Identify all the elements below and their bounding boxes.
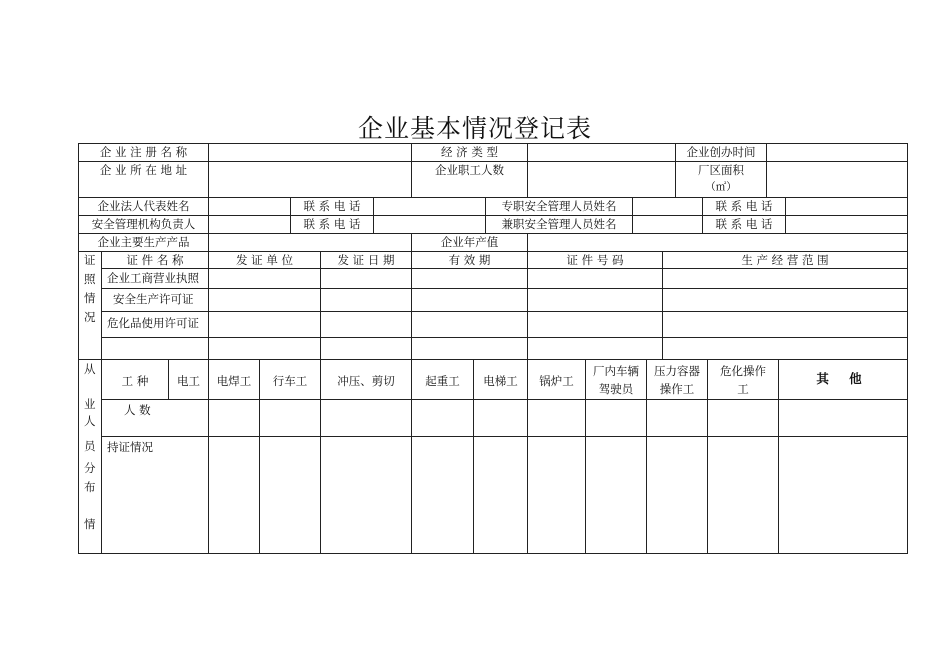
side-char: 情 <box>84 517 96 531</box>
col-divider <box>320 251 321 360</box>
col-header-issue-date: 发 证 日 期 <box>337 253 395 267</box>
col-divider <box>208 197 209 234</box>
col-divider <box>101 359 102 554</box>
side-char: 从 <box>84 362 96 376</box>
row-divider <box>78 251 908 252</box>
side-char: 布 <box>84 480 96 494</box>
side-char: 证 <box>84 253 96 267</box>
col-divider <box>527 251 528 360</box>
col-header-boiler-worker: 锅炉工 <box>539 374 574 388</box>
col-divider <box>527 143 528 198</box>
col-divider <box>101 251 102 360</box>
label-registered-name: 企 业 注 册 名 称 <box>99 145 188 159</box>
label-parttime-safety-officer: 兼职安全管理人员姓名 <box>501 217 617 231</box>
col-header-vehicle-driver-l1: 厂内车辆 <box>593 364 639 378</box>
label-phone: 联 系 电 话 <box>303 199 361 213</box>
side-char: 分 <box>84 461 96 475</box>
label-phone: 联 系 电 话 <box>303 217 361 231</box>
col-header-pressure-vessel-l2: 操作工 <box>659 382 695 396</box>
col-header-job-type: 工 种 <box>121 374 149 388</box>
col-divider <box>778 359 779 554</box>
col-header-issuer: 发 证 单 位 <box>236 253 293 267</box>
label-safety-dept-head: 安全管理机构负责人 <box>91 217 196 231</box>
col-header-cert-name: 证 件 名 称 <box>126 253 184 267</box>
side-char: 情 <box>84 291 96 305</box>
row-divider <box>101 288 908 289</box>
col-header-electrician: 电工 <box>177 374 200 388</box>
col-divider <box>766 143 767 198</box>
row-divider <box>101 268 908 269</box>
side-char: 业 <box>84 397 96 411</box>
label-fulltime-safety-officer: 专职安全管理人员姓名 <box>501 199 617 213</box>
col-divider <box>411 251 412 360</box>
row-divider <box>78 215 908 216</box>
col-header-elevator-worker: 电梯工 <box>483 374 518 388</box>
table-border-right <box>907 143 908 554</box>
col-header-hazchem-op-l1: 危化操作 <box>720 364 766 378</box>
col-header-validity: 有 效 期 <box>448 253 491 267</box>
cert-row-business-license: 企业工商营业执照 <box>107 271 199 285</box>
col-divider <box>527 233 528 252</box>
col-divider <box>320 359 321 554</box>
label-staff-count: 企业职工人数 <box>435 163 504 177</box>
col-header-cert-number: 证 件 号 码 <box>566 253 624 267</box>
col-divider <box>632 197 633 234</box>
col-divider <box>208 233 209 252</box>
row-divider <box>78 161 908 162</box>
col-header-other: 其 他 <box>816 371 870 386</box>
col-divider <box>373 197 374 234</box>
row-divider <box>78 359 908 360</box>
col-divider <box>662 251 663 360</box>
col-divider <box>411 359 412 554</box>
col-header-hoist-worker: 起重工 <box>425 374 460 388</box>
col-header-crane-operator: 行车工 <box>272 374 308 388</box>
cert-row-hazchem-permit: 危化品使用许可证 <box>107 316 199 330</box>
side-char: 人 <box>84 414 96 428</box>
label-main-products: 企业主要生产产品 <box>97 235 190 249</box>
side-label-cert <box>84 253 96 329</box>
label-plant-area: 厂区面积 <box>698 163 744 177</box>
row-divider <box>101 337 908 338</box>
col-header-hazchem-op-l2: 工 <box>737 382 749 396</box>
col-divider <box>208 143 209 198</box>
col-header-welder: 电焊工 <box>216 374 252 388</box>
label-address: 企 业 所 在 地 址 <box>99 163 188 177</box>
row-divider <box>101 436 908 437</box>
form-title: 企业基本情况登记表 <box>357 114 592 143</box>
side-label-staff <box>84 362 96 534</box>
col-header-pressure-vessel-l1: 压力容器 <box>654 364 700 378</box>
col-header-vehicle-driver-l2: 驾驶员 <box>598 382 634 396</box>
col-divider <box>473 359 474 554</box>
label-legal-representative: 企业法人代表姓名 <box>97 199 190 213</box>
col-header-business-scope: 生 产 经 营 范 围 <box>741 253 829 267</box>
side-char: 照 <box>84 272 96 286</box>
row-divider <box>78 233 908 234</box>
row-label-certification: 持证情况 <box>107 440 153 454</box>
label-economic-type: 经 济 类 型 <box>441 145 498 159</box>
label-phone: 联 系 电 话 <box>715 217 773 231</box>
row-divider <box>101 399 908 400</box>
cert-row-safety-permit: 安全生产许可证 <box>113 292 194 306</box>
label-founded-time: 企业创办时间 <box>686 145 756 159</box>
col-divider <box>208 251 209 360</box>
side-char: 员 <box>84 439 96 453</box>
col-divider <box>527 359 528 554</box>
col-divider <box>259 359 260 554</box>
label-plant-area-unit: （㎡） <box>705 181 737 193</box>
row-divider <box>101 311 908 312</box>
label-annual-output: 企业年产值 <box>440 235 499 249</box>
side-char: 况 <box>84 310 96 324</box>
col-divider <box>208 359 209 554</box>
col-header-press-shear: 冲压、剪切 <box>337 374 395 388</box>
table-border-bottom <box>78 553 908 554</box>
row-label-headcount: 人 数 <box>124 403 151 417</box>
row-divider <box>78 197 908 198</box>
label-phone: 联 系 电 话 <box>715 199 773 213</box>
col-divider <box>785 197 786 234</box>
